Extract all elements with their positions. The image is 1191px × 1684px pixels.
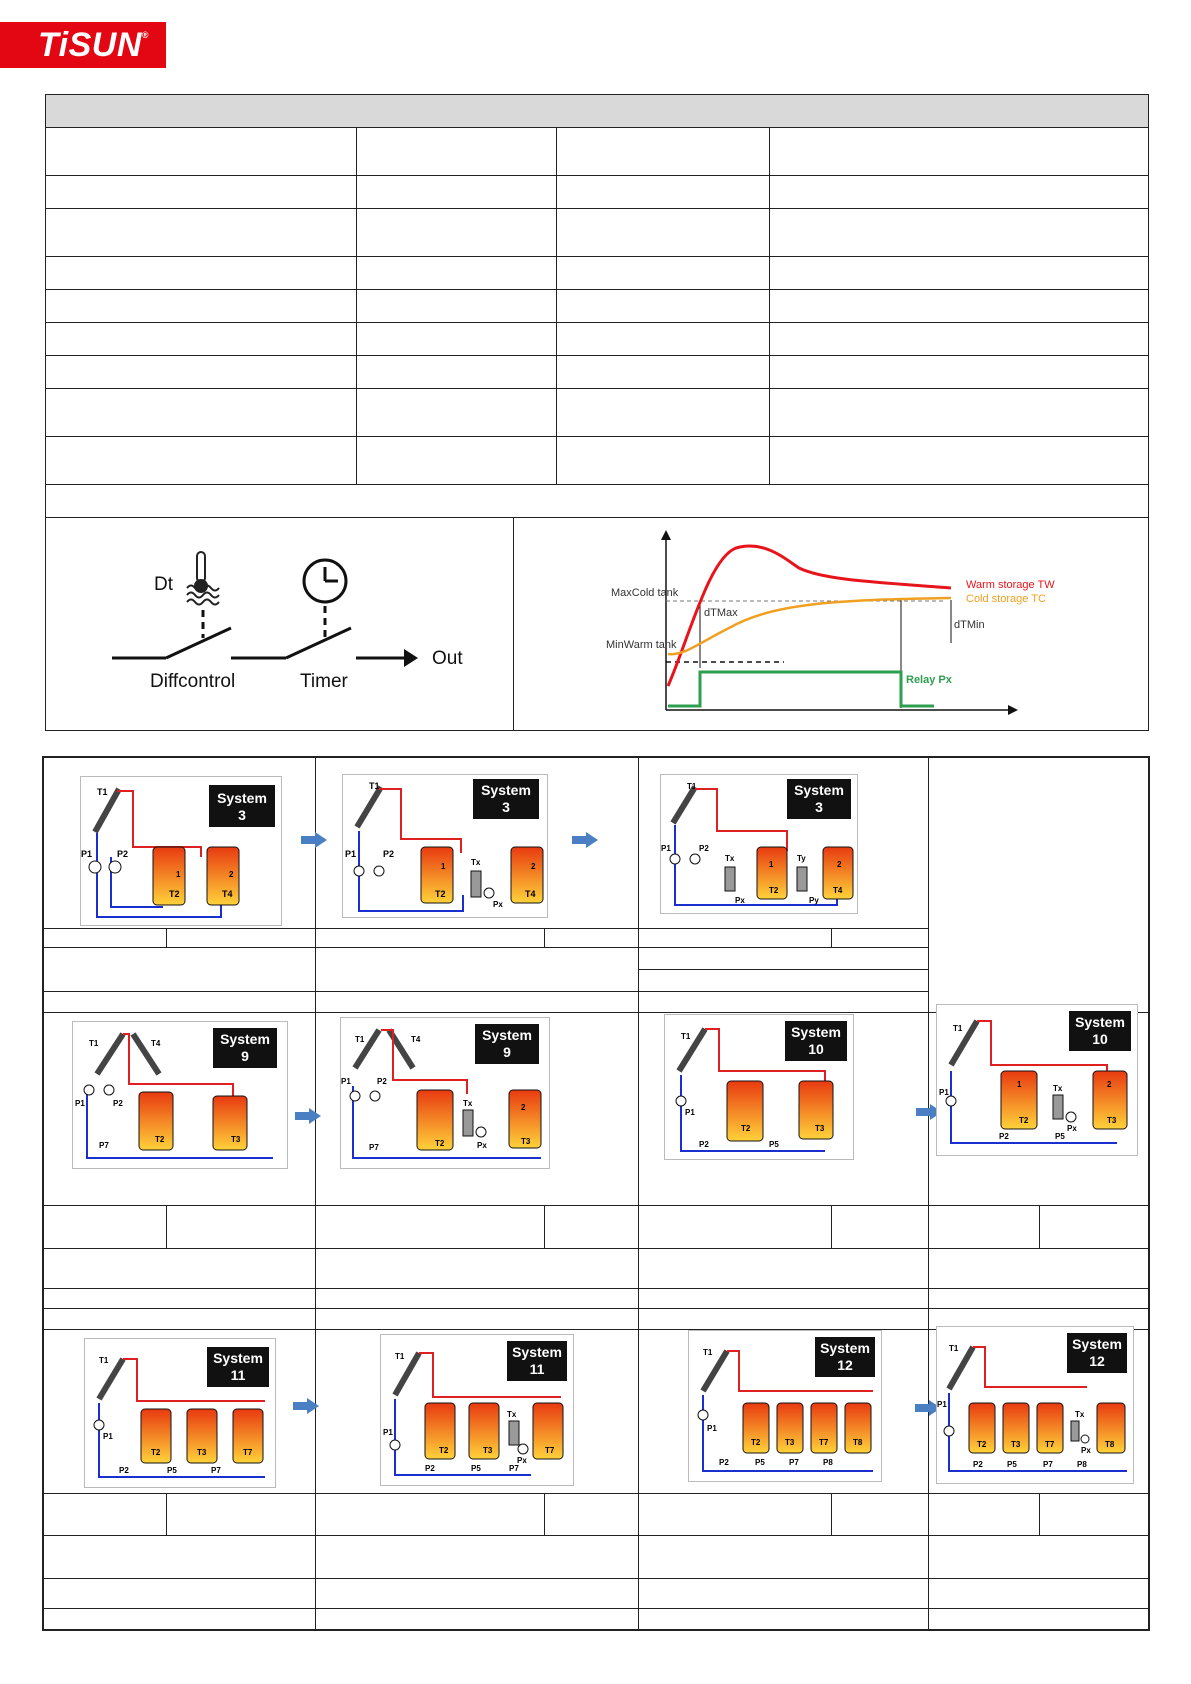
svg-text:P1: P1 xyxy=(661,844,671,853)
svg-text:T7: T7 xyxy=(1045,1440,1055,1449)
svg-text:Tx: Tx xyxy=(507,1410,517,1419)
dtmin-label: dTMin xyxy=(954,619,985,631)
svg-text:11: 11 xyxy=(230,1367,246,1383)
svg-text:T1: T1 xyxy=(949,1344,959,1353)
svg-text:2: 2 xyxy=(1107,1080,1112,1089)
svg-text:P1: P1 xyxy=(75,1099,85,1108)
system-diagram xyxy=(340,1017,550,1169)
svg-text:P2: P2 xyxy=(699,1140,709,1149)
svg-text:Py: Py xyxy=(809,896,819,905)
dt-label: Dt xyxy=(154,574,173,595)
svg-text:T2: T2 xyxy=(751,1438,761,1447)
svg-text:T2: T2 xyxy=(741,1124,751,1133)
warm-legend: Warm storage TW xyxy=(966,579,1055,591)
system-diagram xyxy=(936,1004,1138,1156)
svg-text:Tx: Tx xyxy=(725,854,735,863)
system-diagram xyxy=(72,1021,288,1169)
svg-text:System: System xyxy=(213,1350,263,1366)
svg-text:T1: T1 xyxy=(703,1348,713,1357)
svg-text:T3: T3 xyxy=(231,1135,241,1144)
svg-text:T1: T1 xyxy=(681,1032,691,1041)
svg-text:1: 1 xyxy=(441,862,446,871)
svg-text:T4: T4 xyxy=(833,886,843,895)
svg-text:3: 3 xyxy=(815,799,823,815)
svg-text:System: System xyxy=(1072,1336,1122,1352)
table-header xyxy=(46,95,1148,128)
arrow-right-icon xyxy=(572,832,598,848)
svg-text:1: 1 xyxy=(176,870,181,879)
logo-text: TiSUN xyxy=(38,26,142,64)
svg-text:12: 12 xyxy=(837,1357,853,1373)
svg-text:System: System xyxy=(481,782,531,798)
system-diagram xyxy=(342,774,548,918)
svg-text:T2: T2 xyxy=(151,1448,161,1457)
svg-text:System: System xyxy=(794,782,844,798)
svg-text:P7: P7 xyxy=(789,1458,799,1467)
svg-text:T1: T1 xyxy=(99,1356,109,1365)
registered-mark: ® xyxy=(141,30,150,40)
system-diagram xyxy=(84,1338,276,1488)
system-diagram xyxy=(660,774,858,914)
svg-text:Px: Px xyxy=(735,896,745,905)
svg-text:P2: P2 xyxy=(973,1460,983,1469)
svg-text:P1: P1 xyxy=(685,1108,695,1117)
svg-text:T7: T7 xyxy=(819,1438,829,1447)
svg-text:P5: P5 xyxy=(769,1140,779,1149)
svg-text:System: System xyxy=(512,1344,562,1360)
svg-text:T1: T1 xyxy=(369,781,380,791)
systems-grid xyxy=(42,756,1150,1631)
svg-text:P2: P2 xyxy=(113,1099,123,1108)
svg-text:P2: P2 xyxy=(377,1077,387,1086)
temperature-chart xyxy=(514,518,1150,730)
svg-text:Px: Px xyxy=(1081,1446,1091,1455)
svg-text:Px: Px xyxy=(1067,1124,1077,1133)
table-row xyxy=(46,128,1148,176)
svg-text:P8: P8 xyxy=(823,1458,833,1467)
svg-text:P2: P2 xyxy=(699,844,709,853)
svg-text:T2: T2 xyxy=(435,889,446,899)
svg-text:T1: T1 xyxy=(97,787,108,797)
minwarm-label: MinWarm tank xyxy=(606,639,677,651)
svg-text:Tx: Tx xyxy=(471,858,481,867)
svg-text:System: System xyxy=(1075,1014,1125,1030)
svg-text:System: System xyxy=(820,1340,870,1356)
svg-text:T1: T1 xyxy=(89,1039,99,1048)
svg-text:10: 10 xyxy=(1092,1031,1108,1047)
svg-text:P7: P7 xyxy=(369,1143,379,1152)
table-row xyxy=(46,176,1148,209)
table-row xyxy=(46,356,1148,389)
system-diagram xyxy=(664,1014,854,1160)
svg-text:Tx: Tx xyxy=(463,1099,473,1108)
svg-text:T3: T3 xyxy=(197,1448,207,1457)
svg-text:P1: P1 xyxy=(937,1400,947,1409)
svg-text:P2: P2 xyxy=(999,1132,1009,1141)
svg-text:9: 9 xyxy=(503,1044,511,1060)
svg-text:System: System xyxy=(220,1031,270,1047)
svg-text:P5: P5 xyxy=(167,1466,177,1475)
table-row xyxy=(46,290,1148,323)
thermometer-icon xyxy=(187,552,219,605)
svg-text:Px: Px xyxy=(493,900,503,909)
svg-text:P8: P8 xyxy=(1077,1460,1087,1469)
svg-text:T7: T7 xyxy=(243,1448,253,1457)
clock-icon xyxy=(304,560,346,602)
table-row xyxy=(46,389,1148,437)
arrow-right-icon xyxy=(293,1398,319,1414)
svg-text:T4: T4 xyxy=(411,1035,421,1044)
table-row xyxy=(46,323,1148,356)
svg-text:T4: T4 xyxy=(151,1039,161,1048)
svg-text:T3: T3 xyxy=(521,1137,531,1146)
svg-text:2: 2 xyxy=(531,862,536,871)
svg-text:T3: T3 xyxy=(483,1446,493,1455)
svg-text:P1: P1 xyxy=(707,1424,717,1433)
svg-text:T7: T7 xyxy=(545,1446,555,1455)
table-row xyxy=(46,485,1148,518)
svg-text:1: 1 xyxy=(769,860,774,869)
diffcontrol-label: Diffcontrol xyxy=(150,671,236,692)
svg-text:3: 3 xyxy=(502,799,510,815)
cold-legend: Cold storage TC xyxy=(966,593,1046,605)
maxcold-label: MaxCold tank xyxy=(611,587,679,599)
out-label: Out xyxy=(432,648,463,669)
svg-text:T4: T4 xyxy=(222,889,233,899)
svg-text:T2: T2 xyxy=(439,1446,449,1455)
svg-text:T8: T8 xyxy=(1105,1440,1115,1449)
timer-label: Timer xyxy=(300,671,348,692)
system-diagram xyxy=(380,1334,574,1486)
svg-text:T1: T1 xyxy=(355,1035,365,1044)
svg-text:T2: T2 xyxy=(435,1139,445,1148)
svg-text:9: 9 xyxy=(241,1048,249,1064)
svg-text:P2: P2 xyxy=(425,1464,435,1473)
system-diagram xyxy=(688,1330,882,1482)
svg-text:P2: P2 xyxy=(117,849,129,859)
table-row xyxy=(46,257,1148,290)
svg-text:T4: T4 xyxy=(525,889,536,899)
svg-text:P2: P2 xyxy=(119,1466,129,1475)
svg-text:P5: P5 xyxy=(471,1464,481,1473)
svg-text:P5: P5 xyxy=(1007,1460,1017,1469)
svg-text:P1: P1 xyxy=(81,849,93,859)
svg-text:3: 3 xyxy=(238,807,246,823)
svg-text:Tx: Tx xyxy=(1053,1084,1063,1093)
svg-text:P7: P7 xyxy=(211,1466,221,1475)
svg-text:T2: T2 xyxy=(169,889,180,899)
svg-text:System: System xyxy=(482,1027,532,1043)
svg-text:P5: P5 xyxy=(755,1458,765,1467)
svg-text:2: 2 xyxy=(229,870,234,879)
svg-text:T8: T8 xyxy=(853,1438,863,1447)
tisun-logo xyxy=(0,22,166,68)
svg-text:Ty: Ty xyxy=(797,854,806,863)
relay-line xyxy=(668,672,934,706)
svg-text:Px: Px xyxy=(517,1456,527,1465)
system-diagram xyxy=(80,776,282,926)
svg-text:Tx: Tx xyxy=(1075,1410,1085,1419)
svg-text:P1: P1 xyxy=(103,1432,113,1441)
svg-text:T3: T3 xyxy=(1011,1440,1021,1449)
svg-text:T2: T2 xyxy=(977,1440,987,1449)
svg-text:2: 2 xyxy=(837,860,842,869)
svg-text:Px: Px xyxy=(477,1141,487,1150)
svg-text:P2: P2 xyxy=(719,1458,729,1467)
svg-text:T1: T1 xyxy=(395,1352,405,1361)
svg-text:System: System xyxy=(791,1024,841,1040)
svg-text:P7: P7 xyxy=(1043,1460,1053,1469)
svg-text:T1: T1 xyxy=(953,1024,963,1033)
svg-text:P1: P1 xyxy=(345,849,357,859)
table-row xyxy=(46,437,1148,485)
svg-text:P1: P1 xyxy=(341,1077,351,1086)
system-diagram xyxy=(936,1326,1134,1484)
control-diagrams-row xyxy=(46,518,1148,730)
svg-text:T3: T3 xyxy=(1107,1116,1117,1125)
control-logic-diagram xyxy=(46,518,514,730)
svg-text:11: 11 xyxy=(529,1361,545,1377)
arrow-right-icon xyxy=(295,1108,321,1124)
svg-text:2: 2 xyxy=(521,1103,526,1112)
table-row xyxy=(46,209,1148,257)
svg-text:P1: P1 xyxy=(383,1428,393,1437)
svg-text:1: 1 xyxy=(1017,1080,1022,1089)
svg-text:P7: P7 xyxy=(99,1141,109,1150)
svg-text:T1: T1 xyxy=(687,782,697,791)
settings-table xyxy=(45,94,1149,731)
svg-text:T2: T2 xyxy=(1019,1116,1029,1125)
svg-text:T2: T2 xyxy=(769,886,779,895)
svg-text:P7: P7 xyxy=(509,1464,519,1473)
arrow-right-icon xyxy=(301,832,327,848)
svg-text:P2: P2 xyxy=(383,849,395,859)
svg-text:T3: T3 xyxy=(815,1124,825,1133)
svg-text:T3: T3 xyxy=(785,1438,795,1447)
svg-text:T2: T2 xyxy=(155,1135,165,1144)
relay-label: Relay Px xyxy=(906,674,952,686)
dtmax-label: dTMax xyxy=(704,607,738,619)
svg-text:P1: P1 xyxy=(939,1088,949,1097)
svg-text:12: 12 xyxy=(1089,1353,1105,1369)
svg-text:P5: P5 xyxy=(1055,1132,1065,1141)
svg-text:10: 10 xyxy=(808,1041,824,1057)
svg-text:System: System xyxy=(217,790,267,806)
